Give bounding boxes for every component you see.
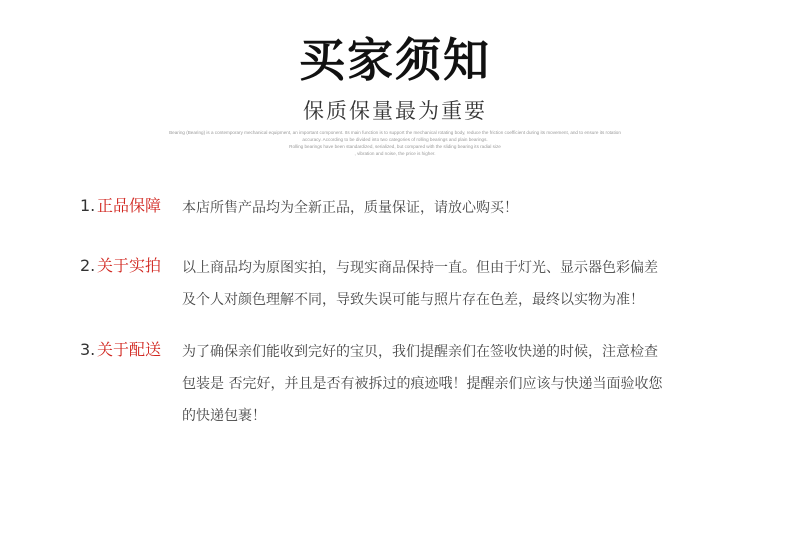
item-heading: 关于配送: [97, 340, 162, 359]
item-body: [182, 336, 712, 432]
item-body-line: 的快递包裹！: [182, 408, 266, 424]
item-heading: 关于实拍: [97, 256, 162, 275]
fine-print-line: accuracy. According to be divided into two categories of rolling bearings and plain bearings.: [302, 137, 488, 142]
item-body: [182, 252, 712, 316]
item-body-line: 以上商品均为原图实拍，与现实商品保持一直。但由于灯光、显示器色彩偏差: [182, 260, 658, 276]
item-body: [182, 192, 712, 224]
item-body-line: 本店所售产品均为全新正品，质量保证，请放心购买！: [182, 200, 518, 216]
item-body-line: 为了确保亲们能收到完好的宝贝，我们提醒亲们在签收快递的时候，注意检查: [182, 344, 658, 360]
item-body-line: 及个人对颜色理解不同，导致失误可能与照片存在色差，最终以实物为准！: [182, 292, 644, 308]
item-body-line: 包装是 否完好，并且是否有被拆过的痕迹哦！提醒亲们应该与快递当面验收您: [182, 376, 663, 392]
item-heading: 正品保障: [97, 196, 162, 215]
fine-print-line: , vibration and noise, the price is higher.: [354, 151, 436, 156]
page-subtitle: 保质保量最为重要: [303, 99, 487, 123]
item-number: 2.: [80, 256, 96, 275]
item-number: 1.: [80, 196, 96, 215]
fine-print-line: Rolling bearings have been standardized, serialized, but compared with the sliding bearing its radial size: [289, 144, 501, 149]
page-title: 买家须知: [299, 33, 491, 87]
fine-print-line: Bearing (Bearing) is a contemporary mechanical equipment, an important component. Its main function is to support the mechanical rotating body, reduce the friction coefficient during its movement, and to ensure its rotation: [169, 130, 621, 135]
item-number: 3.: [80, 340, 96, 359]
fine-print: [120, 129, 670, 157]
